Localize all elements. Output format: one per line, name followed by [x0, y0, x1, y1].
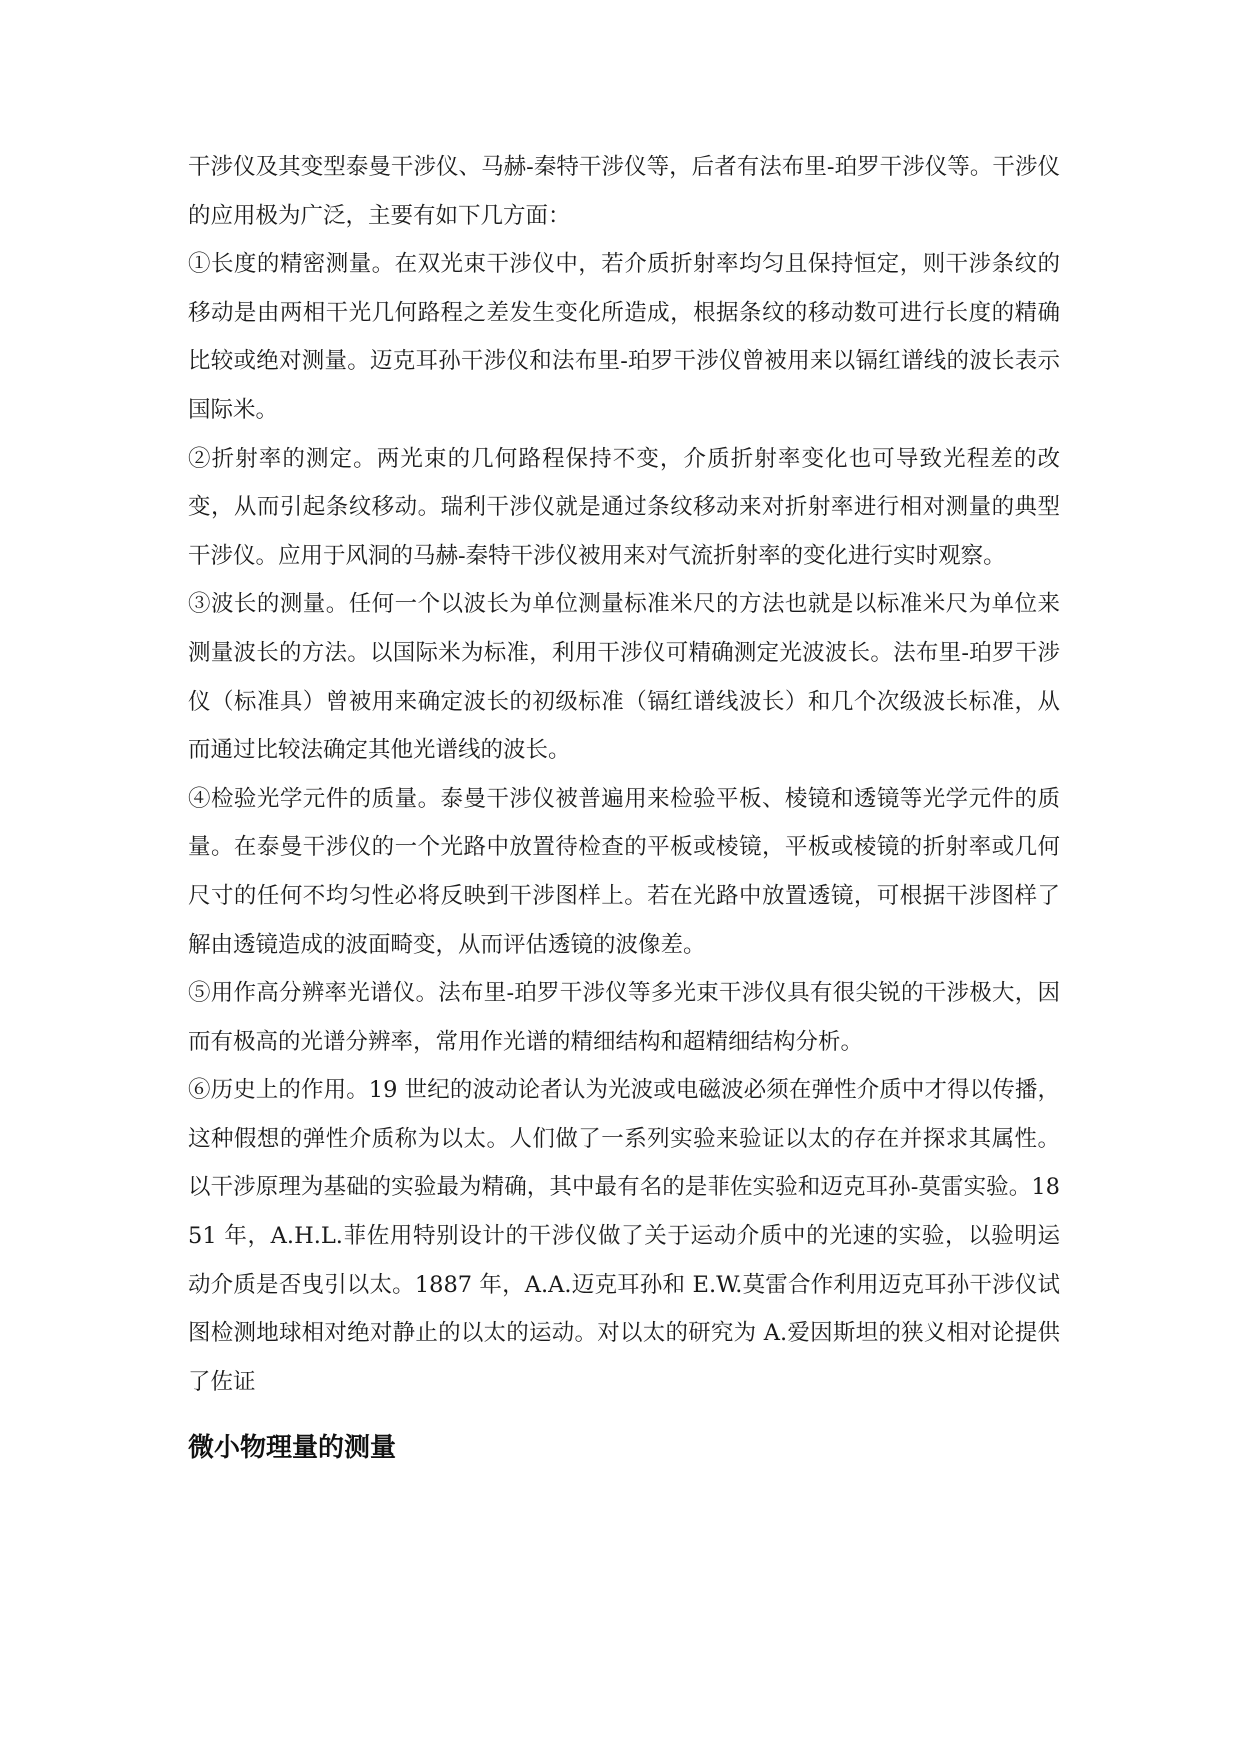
paragraph-spectrometer: ⑤用作高分辨率光谱仪。法布里-珀罗干涉仪等多光束干涉仪具有很尖锐的干涉极大，因而有极高的光谱分辨率，常用作光谱的精细结构和超精细结构分析。 — [188, 980, 1060, 1055]
paragraph-wavelength-measurement: ③波长的测量。任何一个以波长为单位测量标准米尺的方法也就是以标准米尺为单位来测量波长的方法。以国际米为标准，利用干涉仪可精确测定光波波长。法布里-珀罗干涉仪（标准具）曾被用来确定波长的初级标准（镉红谱线波长）和几个次级波长标准，从而通过比较法确定其他光谱线的波长。 — [188, 591, 1060, 764]
paragraph-refractive-index: ②折射率的测定。两光束的几何路程保持不变，介质折射率变化也可导致光程差的改变，从而引起条纹移动。瑞利干涉仪就是通过条纹移动来对折射率进行相对测量的典型干涉仪。应用于风洞的马赫-秦特干涉仪被用来对气流折射率的变化进行实时观察。 — [188, 445, 1060, 569]
document-page — [188, 143, 1060, 1468]
paragraph-history: ⑥历史上的作用。19 世纪的波动论者认为光波或电磁波必须在弹性介质中才得以传播，这种假想的弹性介质称为以太。人们做了一系列实验来验证以太的存在并探求其属性。以干涉原理为基础的实验最为精确，其中最有名的是菲佐实验和迈克耳孙-莫雷实验。1851 年，A.H.L.菲佐用特别设计的干涉仪做了关于运动介质中的光速的实验，以验明运动介质是否曳引以太。1887 年，A.A.迈克耳孙和 E.W.莫雷合作利用迈克耳孙干涉仪试图检测地球相对绝对静止的以太的运动。对以太的研究为 A.爱因斯坦的狭义相对论提供了佐证 — [188, 1077, 1060, 1395]
paragraph-optical-inspection: ④检验光学元件的质量。泰曼干涉仪被普遍用来检验平板、棱镜和透镜等光学元件的质量。在泰曼干涉仪的一个光路中放置待检查的平板或棱镜，平板或棱镜的折射率或几何尺寸的任何不均匀性必将反映到干涉图样上。若在光路中放置透镜，可根据干涉图样了解由透镜造成的波面畸变，从而评估透镜的波像差。 — [188, 785, 1060, 958]
section-heading: 微小物理量的测量 — [188, 1433, 397, 1464]
paragraph-intro: 干涉仪及其变型泰曼干涉仪、马赫-秦特干涉仪等，后者有法布里-珀罗干涉仪等。干涉仪的应用极为广泛，主要有如下几方面： — [188, 154, 1060, 229]
paragraph-length-measurement: ①长度的精密测量。在双光束干涉仪中，若介质折射率均匀且保持恒定，则干涉条纹的移动是由两相干光几何路程之差发生变化所造成，根据条纹的移动数可进行长度的精确比较或绝对测量。迈克耳孙干涉仪和法布里-珀罗干涉仪曾被用来以镉红谱线的波长表示国际米。 — [188, 251, 1060, 423]
